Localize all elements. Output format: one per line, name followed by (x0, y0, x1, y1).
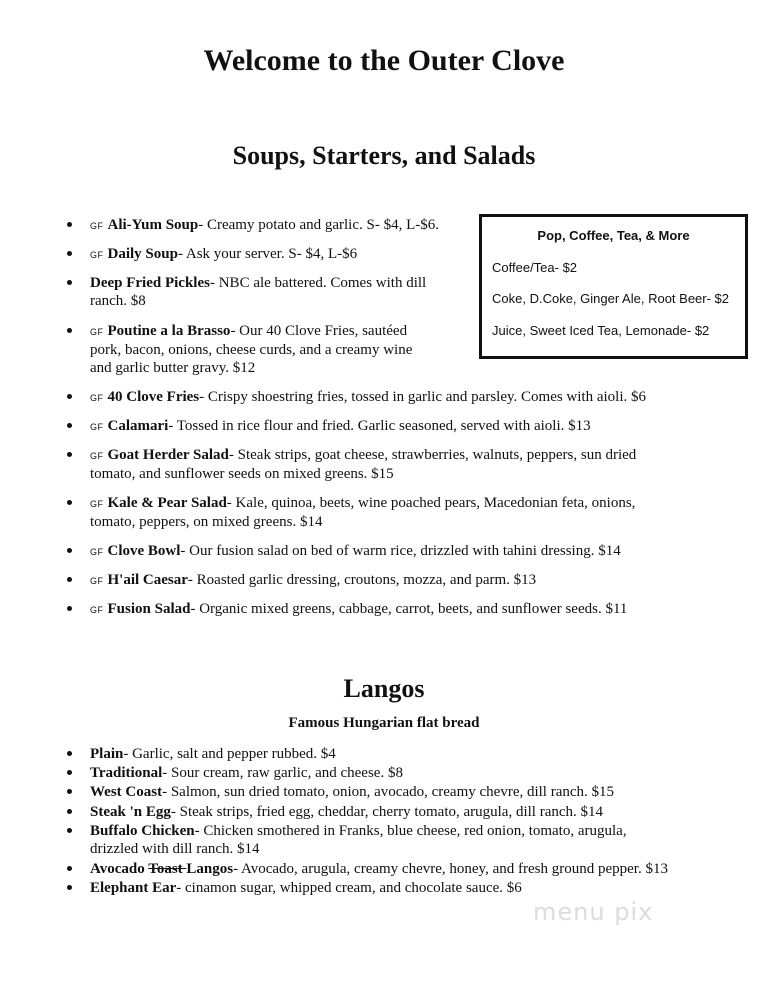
gluten-free-tag: GF (90, 547, 104, 557)
item-description: - Organic mixed greens, cabbage, carrot, beets, and sunflower seeds. $11 (190, 601, 628, 617)
list-item (90, 571, 536, 590)
list-item (90, 600, 627, 619)
item-name: Daily Soup (107, 246, 178, 262)
item-name: Plain (90, 746, 124, 762)
item-name: Fusion Salad (107, 601, 191, 617)
item-name: Steak 'n Egg (90, 804, 171, 820)
item-description: - Steak strips, goat cheese, strawberries, walnuts, peppers, sun dried (228, 447, 637, 463)
item-description: - Roasted garlic dressing, croutons, mozza, and parm. $13 (187, 572, 537, 588)
item-name: Poutine a la Brasso (107, 323, 231, 339)
drinks-title: Pop, Coffee, Tea, & More (537, 228, 690, 243)
gluten-free-tag: GF (90, 221, 104, 231)
item-description-cont: ranch. $8 (90, 293, 146, 309)
gluten-free-tag: GF (90, 605, 104, 615)
item-name: Traditional (90, 765, 163, 781)
item-name: Goat Herder Salad (107, 447, 229, 463)
list-item (90, 494, 635, 531)
list-item (90, 764, 403, 782)
list-item (90, 822, 627, 858)
item-name: 40 Clove Fries (107, 389, 200, 405)
item-description: - Kale, quinoa, beets, wine poached pears, Macedonian feta, onions, (226, 495, 636, 511)
item-name: Elephant Ear (90, 880, 177, 896)
item-name-cont: Langos (186, 861, 234, 877)
drink-item: Juice, Sweet Iced Tea, Lemonade- $2 (492, 323, 710, 338)
gluten-free-tag: GF (90, 451, 104, 461)
gluten-free-tag: GF (90, 422, 104, 432)
list-item (90, 216, 439, 235)
item-name-struck: Toast (148, 861, 187, 877)
item-name: Avocado (90, 861, 149, 877)
item-name: Calamari (107, 418, 169, 434)
item-name: Deep Fried Pickles (90, 275, 210, 291)
item-description-cont: tomato, peppers, on mixed greens. $14 (90, 514, 323, 530)
page-title: Welcome to the Outer Clove (203, 44, 565, 77)
list-item (90, 322, 470, 377)
item-name: H'ail Caesar (107, 572, 188, 588)
item-description: - Crispy shoestring fries, tossed in garlic and parsley. Comes with aioli. $6 (199, 389, 647, 405)
list-item (90, 274, 470, 310)
item-description-cont: and garlic butter gravy. $12 (90, 360, 256, 376)
list-item (90, 745, 336, 763)
item-name: Kale & Pear Salad (107, 495, 227, 511)
item-description: - Our fusion salad on bed of warm rice, drizzled with tahini dressing. $14 (180, 543, 621, 559)
item-description: - NBC ale battered. Comes with dill (209, 275, 427, 291)
list-item (90, 803, 603, 821)
list-item (90, 860, 668, 878)
item-description: - Ask your server. S- $4, L-$6 (177, 246, 358, 262)
drink-item: Coke, D.Coke, Ginger Ale, Root Beer- $2 (492, 291, 730, 306)
item-name: West Coast (90, 784, 163, 800)
item-description: - Our 40 Clove Fries, sautéed (230, 323, 408, 339)
item-description: - cinamon sugar, whipped cream, and chocolate sauce. $6 (176, 880, 522, 896)
gluten-free-tag: GF (90, 576, 104, 586)
item-name: Buffalo Chicken (90, 823, 195, 839)
langos-subtitle: Famous Hungarian flat bread (288, 715, 480, 731)
item-description: - Steak strips, fried egg, cheddar, cherry tomato, arugula, dill ranch. $14 (170, 804, 604, 820)
list-item (90, 783, 614, 801)
item-description: - Tossed in rice flour and fried. Garlic seasoned, served with aioli. $13 (168, 418, 591, 434)
item-description: - Sour cream, raw garlic, and cheese. $8 (162, 765, 403, 781)
item-name: Ali-Yum Soup (107, 217, 199, 233)
gluten-free-tag: GF (90, 250, 104, 260)
list-item (90, 542, 621, 561)
drinks-box (479, 214, 748, 359)
watermark-logo: menu pix (533, 898, 654, 926)
item-description: - Avocado, arugula, creamy chevre, honey, and fresh ground pepper. $13 (233, 861, 668, 877)
gluten-free-tag: GF (90, 327, 104, 337)
list-item (90, 417, 591, 436)
item-description-cont: pork, bacon, onions, cheese curds, and a creamy wine (90, 342, 413, 358)
item-description: - Creamy potato and garlic. S- $4, L-$6. (198, 217, 440, 233)
item-description: - Chicken smothered in Franks, blue cheese, red onion, tomato, arugula, (194, 823, 627, 839)
item-description-cont: drizzled with dill ranch. $14 (90, 841, 260, 857)
gluten-free-tag: GF (90, 393, 104, 403)
drink-item: Coffee/Tea- $2 (492, 260, 578, 275)
langos-heading: Langos (343, 674, 425, 703)
list-item (90, 446, 636, 483)
list-item (90, 388, 646, 407)
list-item (90, 879, 522, 897)
item-description: - Salmon, sun dried tomato, onion, avocado, creamy chevre, dill ranch. $15 (162, 784, 615, 800)
item-name: Clove Bowl (107, 543, 181, 559)
item-description: - Garlic, salt and pepper rubbed. $4 (123, 746, 336, 762)
list-item (90, 245, 357, 264)
gluten-free-tag: GF (90, 499, 104, 509)
item-description-cont: tomato, and sunflower seeds on mixed greens. $15 (90, 466, 394, 482)
soups-heading: Soups, Starters, and Salads (232, 141, 536, 170)
